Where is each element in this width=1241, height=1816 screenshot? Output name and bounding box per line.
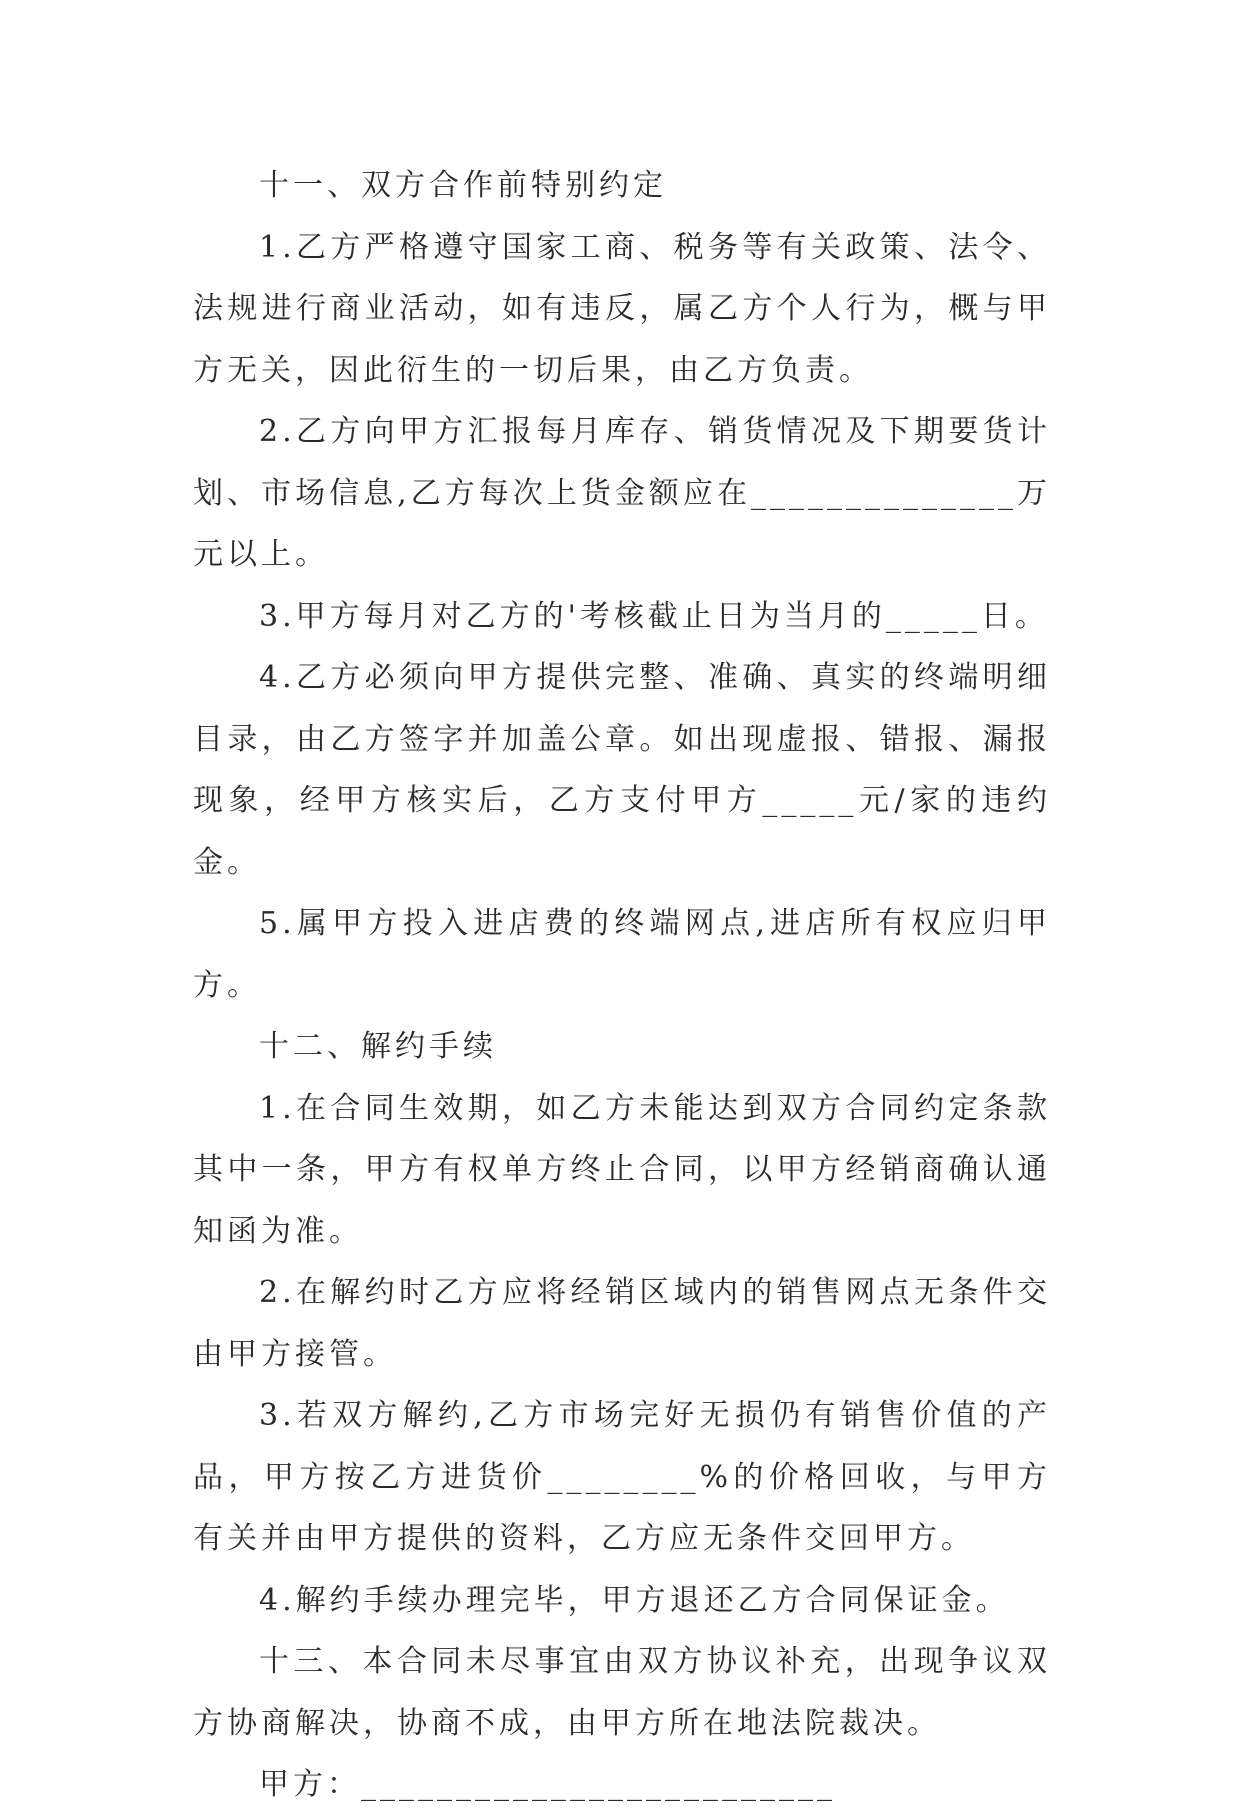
paragraph-text: 1.在合同生效期，如乙方未能达到双方合同约定条款其中一条，甲方有权单方终止合同，以甲方经销商确认通知函为准。 [193,1090,1051,1249]
clause-11-4 [193,647,1051,893]
clause-12-4 [193,1570,1051,1632]
clause-12-1 [193,1078,1051,1263]
document-body [193,155,1051,1816]
paragraph-text: 4.乙方必须向甲方提供完整、准确、真实的终端明细目录，由乙方签字并加盖公章。如出现虚报、错报、漏报现象，经甲方核实后，乙方支付甲方_____元/家的违约金。 [193,660,1051,880]
clause-12-2 [193,1262,1051,1385]
section-heading-13 [193,1631,1051,1754]
paragraph-text: 十二、解约手续 [259,1029,497,1064]
paragraph-text: 2.乙方向甲方汇报每月库存、销货情况及下期要货计划、市场信息,乙方每次上货金额应在______________万元以上。 [193,414,1051,572]
paragraph-text: 2.在解约时乙方应将经销区域内的销售网点无条件交由甲方接管。 [193,1275,1051,1372]
paragraph-text: 十三、本合同未尽事宜由双方协议补充，出现争议双方协商解决，协商不成，由甲方所在地法院裁决。 [193,1644,1051,1741]
section-heading-12 [193,1016,1051,1078]
section-heading-11 [193,155,1051,217]
paragraph-text: 十一、双方合作前特别约定 [259,168,667,203]
clause-11-2 [193,401,1051,586]
paragraph-text: 甲方：_________________________ [259,1767,836,1802]
clause-11-5 [193,893,1051,1016]
clause-11-3 [193,586,1051,648]
signature-line-party-a [193,1754,1051,1816]
paragraph-text: 5.属甲方投入进店费的终端网点,进店所有权应归甲方。 [193,906,1051,1003]
paragraph-text: 1.乙方严格遵守国家工商、税务等有关政策、法令、法规进行商业活动，如有违反，属乙方个人行为，概与甲方无关，因此衍生的一切后果，由乙方负责。 [193,229,1051,388]
paragraph-text: 4.解约手续办理完毕，甲方退还乙方合同保证金。 [259,1582,1010,1618]
paragraph-text: 3.甲方每月对乙方的'考核截止日为当月的_____日。 [259,598,1049,634]
clause-11-1 [193,217,1051,402]
paragraph-text: 3.若双方解约,乙方市场完好无损仍有销售价值的产品，甲方按乙方进货价________%的价格回收，与甲方有关并由甲方提供的资料，乙方应无条件交回甲方。 [193,1398,1051,1556]
clause-12-3 [193,1385,1051,1570]
